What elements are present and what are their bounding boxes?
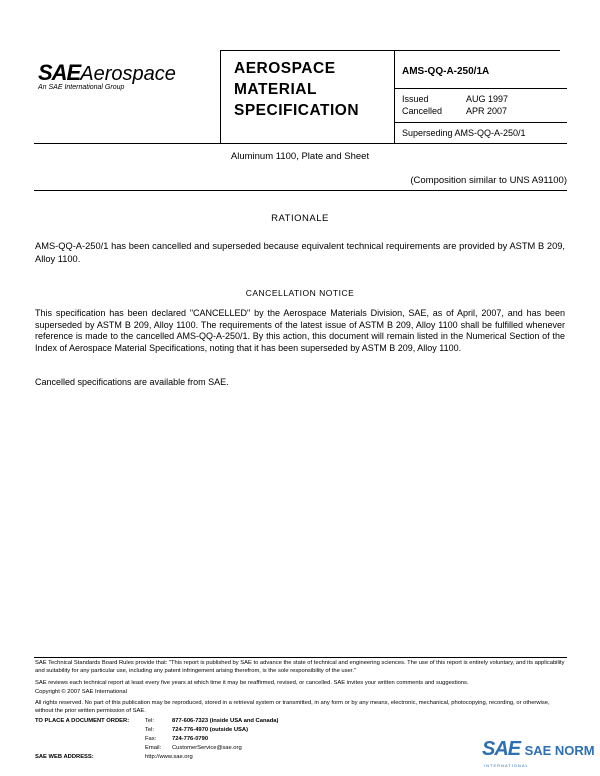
superseding-note: Superseding AMS-QQ-A-250/1 (402, 128, 526, 138)
header-divider-right (394, 50, 395, 143)
web-label: SAE WEB ADDRESS: (35, 754, 94, 760)
issued-value: AUG 1997 (466, 94, 509, 104)
footer-review: SAE reviews each technical report at least every five years at which time it may be reaffirmed, revised, or cancelled. SAE invites your written comments and suggestions. (35, 680, 469, 686)
title-line-3: SPECIFICATION (234, 102, 360, 119)
issued-label: Issued (402, 94, 429, 104)
tel2-label: Tel: (145, 727, 155, 733)
email-value[interactable]: CustomerService@sae.org (172, 745, 242, 751)
cancellation-body: This specification has been declared "CANCELLED" by the Aerospace Materials Division, SAE, as of April, 2007, and has been superseded by ASTM B 209, Alloy 1100. The requirements of the latest issue of ASTM B 209, Alloy 1100 shall be fulfilled whenever reference is made to the cancelled AMS-QQ-A-250/1. By this action, this document will remain listed in the Numerical Section of the Index of Aerospace Material Specifications, noting that it has been superseded by ASTM B 209, Alloy 1100. (35, 308, 565, 353)
web-link[interactable]: http://www.sae.org (145, 754, 193, 760)
footer-rule (34, 657, 567, 658)
header-bottom-rule (34, 143, 567, 144)
watermark-text: SAE NORM (524, 743, 595, 758)
logo-aerospace: Aerospace (80, 63, 176, 85)
logo-tagline: An SAE International Group (38, 84, 125, 91)
footer-copyright: Copyright © 2007 SAE International (35, 689, 127, 695)
availability-note: Cancelled specifications are available from SAE. (35, 377, 229, 387)
document-number: AMS-QQ-A-250/1A (402, 66, 490, 77)
cancelled-label: Cancelled (402, 106, 443, 116)
sae-aerospace-logo (38, 60, 176, 86)
sae-norm-watermark (482, 738, 595, 761)
tel2-value: 724-776-4970 (outside USA) (172, 727, 249, 733)
header-divider-left (220, 50, 221, 143)
watermark-sae-mark: SAE (482, 738, 521, 760)
title-line-1: AEROSPACE (234, 60, 336, 77)
footer-rights: All rights reserved. No part of this publication may be reproduced, stored in a retrieval system or transmitted, in any form or by any means, electronic, mechanical, photocopying, recording, or otherwise, without the prior written permission of SAE. (35, 700, 550, 714)
fax-value: 724-776-0790 (172, 736, 209, 742)
rationale-heading: RATIONALE (271, 213, 329, 224)
title-line-2: MATERIAL (234, 81, 317, 98)
email-label: Email: (145, 745, 162, 751)
subject-title: Aluminum 1100, Plate and Sheet (230, 151, 370, 162)
footer-rules: SAE Technical Standards Board Rules provide that: "This report is published by SAE to advance the state of technical and engineering sciences. The use of this report is entirely voluntary, and its applicability and suitability for any particular use, including any patent infringement arising therefrom, is the sole responsibility of the user." (35, 660, 565, 674)
logo-sae: SAE (38, 60, 81, 85)
fax-label: Fax: (145, 736, 157, 742)
watermark-small: INTERNATIONAL (484, 763, 529, 768)
composition-note: (Composition similar to UNS A91100) (410, 175, 567, 186)
subject-rule (34, 190, 567, 191)
spec-title (234, 58, 359, 121)
header-top-rule (220, 50, 560, 51)
order-label: TO PLACE A DOCUMENT ORDER: (35, 718, 130, 724)
cancelled-value: APR 2007 (466, 106, 508, 116)
superseding-rule (394, 122, 567, 123)
tel1-label: Tel: (145, 718, 155, 724)
rationale-body: AMS-QQ-A-250/1 has been cancelled and superseded because equivalent technical requirements are provided by ASTM B 209, Alloy 1100. (35, 241, 565, 264)
cancellation-heading: CANCELLATION NOTICE (245, 288, 355, 298)
tel1-value: 877-606-7323 (inside USA and Canada) (172, 718, 279, 724)
docnumber-rule (394, 88, 567, 89)
